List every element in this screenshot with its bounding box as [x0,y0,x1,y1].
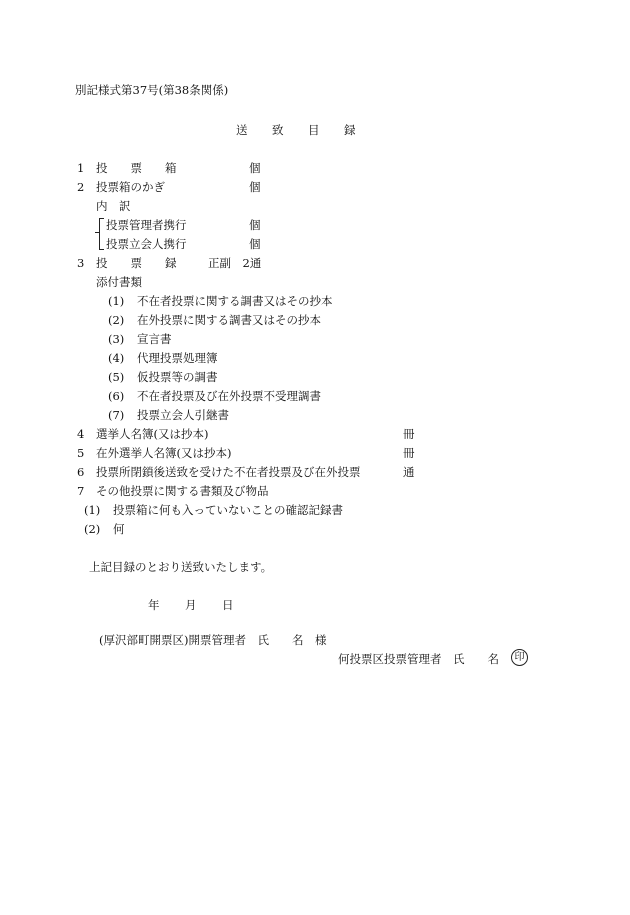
attachment-6-number: (6) [108,389,125,403]
attachment-6-text: 不在者投票及び在外投票不受理調書 [137,389,321,403]
item-6-unit: 通 [403,465,415,479]
breakdown-label: 内 訳 [96,199,131,213]
sender: 何投票区投票管理者 氏 名 [338,652,499,666]
form-number: 別記様式第37号(第38条関係) [75,83,229,97]
item-5-unit: 冊 [403,446,415,460]
attachment-5-text: 仮投票等の調書 [137,370,218,384]
item-3-label: 投 票 録 [96,256,177,270]
date-day: 日 [222,598,234,612]
item-6-label: 投票所閉鎖後送致を受けた不在者投票及び在外投票 [96,465,361,479]
item-2-label: 投票箱のかぎ [96,180,165,194]
breakdown-witness-label: 投票立会人携行 [106,237,187,251]
item-1-number: 1 [77,161,85,175]
breakdown-manager-label: 投票管理者携行 [106,218,187,232]
other-2-text: 何 [113,522,125,536]
date-year: 年 [148,598,160,612]
attachment-3-number: (3) [108,332,125,346]
statement: 上記目録のとおり送致いたします。 [89,560,273,574]
attachment-4-text: 代理投票処理簿 [137,351,218,365]
attachment-2-number: (2) [108,313,125,327]
breakdown-bracket [99,218,104,250]
item-4-label: 選挙人名簿(又は抄本) [96,427,209,441]
attachment-1-number: (1) [108,294,125,308]
item-3-unit: 正副 2通 [208,256,262,270]
other-1-text: 投票箱に何も入っていないことの確認記録書 [113,503,343,517]
document-title: 送 致 目 録 [236,123,356,137]
other-2-number: (2) [84,522,101,536]
attachment-3-text: 宣言書 [137,332,172,346]
item-4-number: 4 [77,427,85,441]
other-1-number: (1) [84,503,101,517]
item-5-label: 在外選挙人名簿(又は抄本) [96,446,232,460]
seal-stamp: 印 [511,649,528,666]
breakdown-manager-unit: 個 [249,218,261,232]
attachment-1-text: 不在者投票に関する調書又はその抄本 [137,294,333,308]
item-2-number: 2 [77,180,85,194]
item-6-number: 6 [77,465,85,479]
date-month: 月 [185,598,197,612]
attachment-2-text: 在外投票に関する調書又はその抄本 [137,313,321,327]
attachment-7-text: 投票立会人引継書 [137,408,229,422]
recipient: (厚沢部町開票区)開票管理者 氏 名 様 [99,633,327,647]
attachment-7-number: (7) [108,408,125,422]
item-7-number: 7 [77,484,85,498]
attachment-4-number: (4) [108,351,125,365]
attachments-label: 添付書類 [96,275,142,289]
item-1-label: 投 票 箱 [96,161,177,175]
item-2-unit: 個 [249,180,261,194]
item-3-number: 3 [77,256,85,270]
attachment-5-number: (5) [108,370,125,384]
item-7-label: その他投票に関する書類及び物品 [96,484,269,498]
item-1-unit: 個 [249,161,261,175]
item-5-number: 5 [77,446,85,460]
breakdown-witness-unit: 個 [249,237,261,251]
item-4-unit: 冊 [403,427,415,441]
breakdown-bracket-tick [95,232,99,233]
